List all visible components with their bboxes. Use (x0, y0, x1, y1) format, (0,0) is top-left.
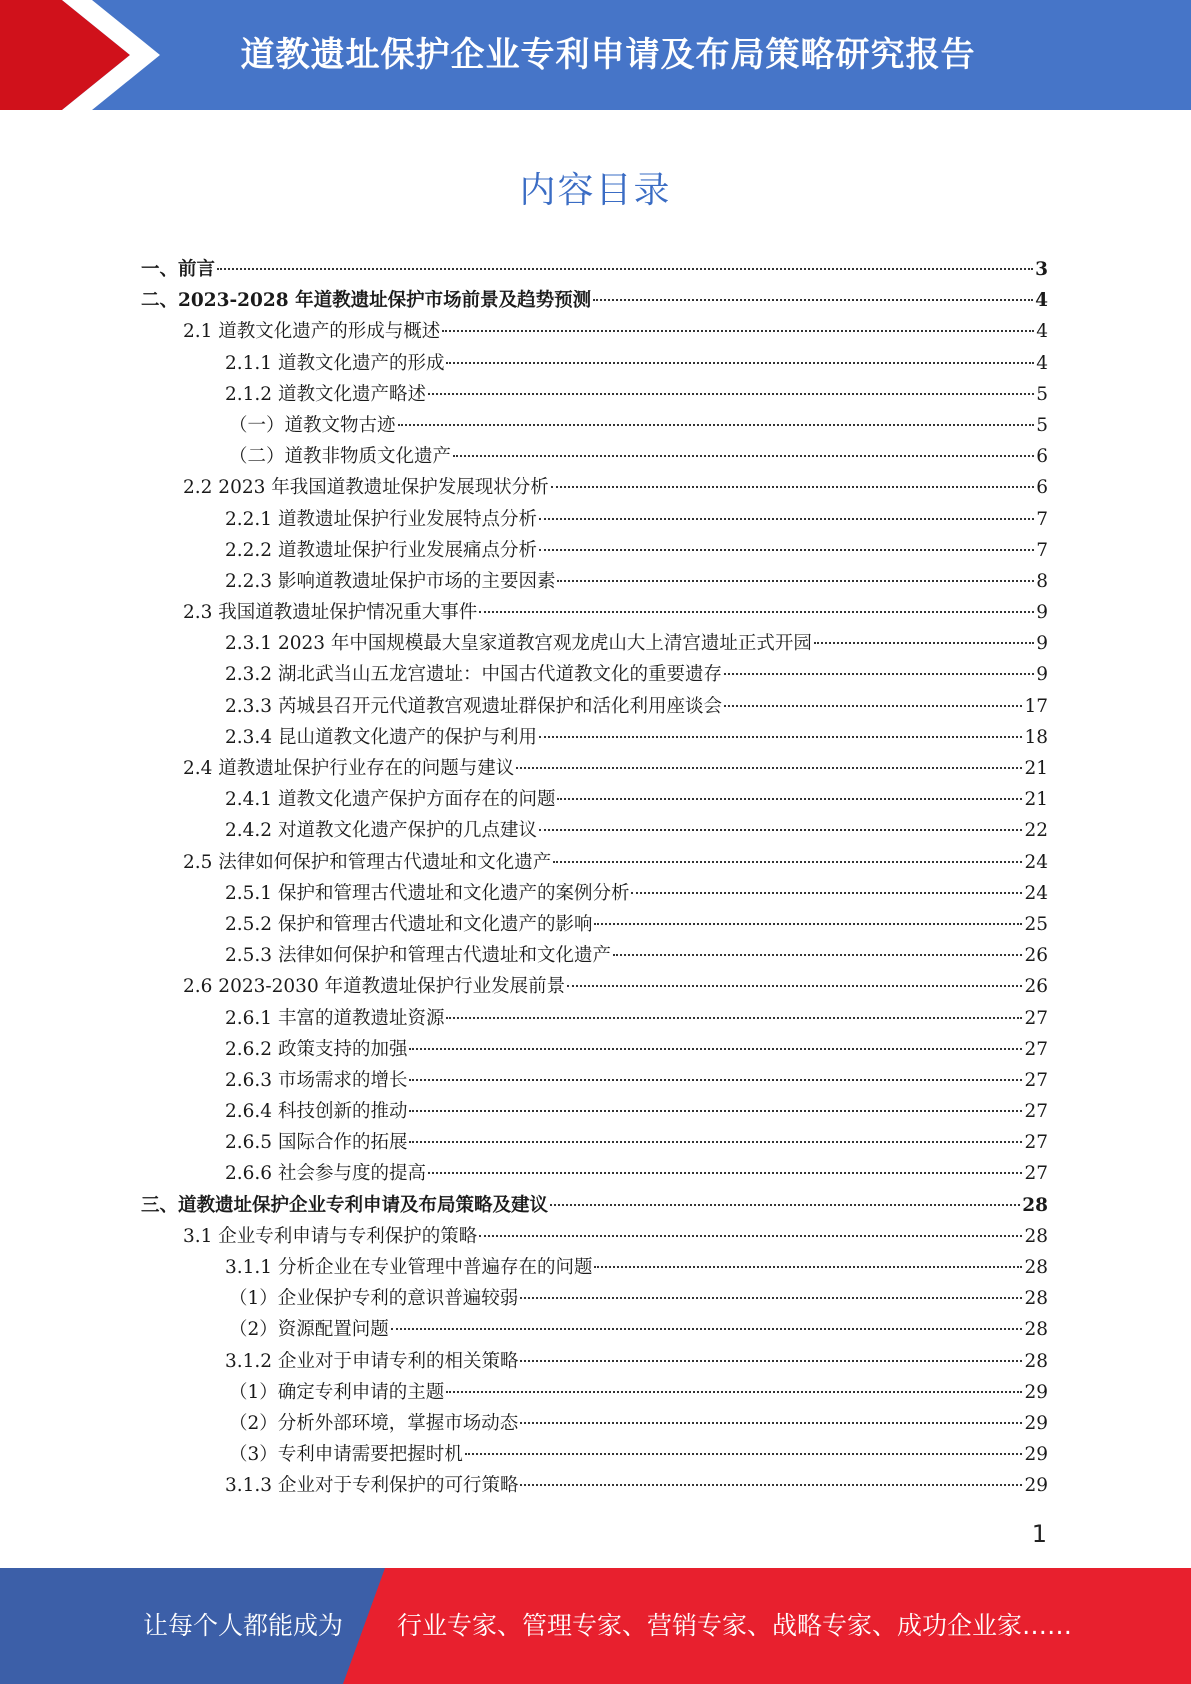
toc-entry-page: 27 (1024, 1007, 1048, 1029)
toc-leader-dots (442, 330, 1034, 332)
toc-entry-page: 28 (1024, 1319, 1048, 1341)
toc-entry-label: 二、2023-2028 年道教遗址保护市场前景及趋势预测 (141, 290, 592, 312)
toc-entry[interactable] (141, 504, 1048, 535)
toc-heading: 内容目录 (519, 170, 672, 211)
toc-leader-dots (539, 829, 1022, 831)
page-number: 1 (1031, 1520, 1047, 1548)
toc-leader-dots (409, 1079, 1022, 1081)
toc-leader-dots (446, 1017, 1022, 1019)
toc-entry[interactable] (141, 1221, 1048, 1252)
toc-leader-dots (428, 393, 1034, 395)
toc-entry-page: 6 (1036, 446, 1048, 468)
toc-entry-label: 3.1.3 企业对于专利保护的可行策略 (225, 1475, 519, 1497)
footer-slogan-right: 行业专家、管理专家、营销专家、战略专家、成功企业家…… (397, 1611, 1073, 1640)
toc-entry-label: 2.5.2 保护和管理古代遗址和文化遗产的影响 (225, 913, 593, 935)
toc-entry-label: 2.6.2 政策支持的加强 (225, 1038, 408, 1060)
toc-entry[interactable] (141, 753, 1048, 784)
toc-entry-label: 2.3.3 芮城县召开元代道教宫观遗址群保护和活化利用座谈会 (225, 695, 722, 717)
toc-leader-dots (553, 861, 1022, 863)
toc-entry-page: 24 (1024, 851, 1048, 873)
toc-entry[interactable] (141, 1034, 1048, 1065)
table-of-contents (141, 254, 1048, 1502)
toc-entry-label: 3.1 企业专利申请与专利保护的策略 (183, 1225, 478, 1247)
toc-entry-label: 2.5.3 法律如何保护和管理古代遗址和文化遗产 (225, 945, 611, 967)
toc-entry-label: 2.3.1 2023 年中国规模最大皇家道教宫观龙虎山大上清宫遗址正式开园 (225, 633, 812, 655)
toc-entry[interactable] (141, 1065, 1048, 1096)
toc-entry-label: 2.3.2 湖北武当山五龙宫遗址：中国古代道教文化的重要遗存 (225, 664, 722, 686)
toc-entry-label: 2.2.2 道教遗址保护行业发展痛点分析 (225, 539, 537, 561)
toc-entry-label: 2.1.2 道教文化遗产略述 (225, 383, 426, 405)
header-banner (0, 0, 1191, 110)
toc-entry-page: 26 (1024, 945, 1048, 967)
toc-entry[interactable] (141, 535, 1048, 566)
toc-leader-dots (465, 1453, 1023, 1455)
toc-entry-page: 6 (1036, 477, 1048, 499)
toc-leader-dots (428, 1172, 1022, 1174)
toc-entry-label: 2.4.2 对道教文化遗产保护的几点建议 (225, 820, 537, 842)
toc-leader-dots (539, 736, 1022, 738)
toc-entry-page: 28 (1024, 1225, 1048, 1247)
toc-entry-label: 2.3 我国道教遗址保护情况重大事件 (183, 602, 478, 624)
toc-entry-page: 27 (1024, 1163, 1048, 1185)
toc-entry-page: 4 (1035, 290, 1048, 312)
toc-entry-label: 2.6.3 市场需求的增长 (225, 1069, 408, 1091)
toc-entry-page: 28 (1022, 1194, 1048, 1216)
toc-leader-dots (631, 892, 1022, 894)
toc-leader-dots (724, 673, 1034, 675)
toc-entry-page: 28 (1024, 1288, 1048, 1310)
toc-leader-dots (409, 1141, 1022, 1143)
toc-leader-dots (594, 923, 1022, 925)
toc-entry-page: 28 (1024, 1350, 1048, 1372)
toc-entry[interactable] (141, 254, 1048, 285)
toc-entry[interactable] (141, 1096, 1048, 1127)
toc-entry-page: 8 (1036, 570, 1048, 592)
toc-leader-dots (594, 1266, 1022, 1268)
toc-leader-dots (409, 1110, 1022, 1112)
toc-entry[interactable] (141, 722, 1048, 753)
toc-leader-dots (557, 798, 1022, 800)
toc-entry-page: 22 (1024, 820, 1048, 842)
toc-entry[interactable] (141, 441, 1048, 472)
toc-entry-page: 7 (1036, 508, 1048, 530)
toc-entry[interactable] (141, 410, 1048, 441)
toc-leader-dots (593, 299, 1033, 301)
toc-entry-page: 26 (1024, 976, 1048, 998)
toc-entry-label: 三、道教遗址保护企业专利申请及布局策略及建议 (141, 1194, 549, 1216)
toc-entry-label: 2.2.3 影响道教遗址保护市场的主要因素 (225, 570, 556, 592)
toc-entry-page: 4 (1036, 352, 1048, 374)
toc-entry[interactable] (141, 379, 1048, 410)
toc-entry[interactable] (141, 847, 1048, 878)
toc-entry-page: 18 (1024, 726, 1048, 748)
toc-leader-dots (217, 268, 1033, 270)
toc-entry[interactable] (141, 285, 1048, 316)
toc-entry-label: （3）专利申请需要把握时机 (229, 1444, 463, 1466)
toc-entry[interactable] (141, 1190, 1048, 1221)
toc-entry-page: 27 (1024, 1132, 1048, 1154)
toc-leader-dots (520, 1297, 1022, 1299)
report-title: 道教遗址保护企业专利申请及布局策略研究报告 (240, 35, 976, 75)
toc-leader-dots (520, 1360, 1022, 1362)
toc-leader-dots (520, 1422, 1022, 1424)
toc-entry-page: 7 (1036, 539, 1048, 561)
toc-entry-page: 27 (1024, 1101, 1048, 1123)
toc-entry-page: 9 (1036, 664, 1048, 686)
toc-leader-dots (539, 518, 1034, 520)
toc-entry-page: 24 (1024, 882, 1048, 904)
toc-leader-dots (557, 580, 1034, 582)
toc-entry-page: 29 (1024, 1412, 1048, 1434)
toc-leader-dots (398, 424, 1035, 426)
toc-entry-page: 9 (1036, 633, 1048, 655)
toc-leader-dots (551, 486, 1034, 488)
toc-leader-dots (446, 362, 1034, 364)
toc-entry[interactable] (141, 815, 1048, 846)
toc-leader-dots (814, 642, 1034, 644)
toc-entry-label: 2.2 2023 年我国道教遗址保护发展现状分析 (183, 477, 549, 499)
toc-entry-page: 21 (1024, 789, 1048, 811)
toc-entry-label: 2.1 道教文化遗产的形成与概述 (183, 321, 441, 343)
toc-entry[interactable] (141, 348, 1048, 379)
toc-entry[interactable] (141, 1408, 1048, 1439)
toc-entry-label: （2）分析外部环境，掌握市场动态 (229, 1412, 519, 1434)
toc-entry-page: 4 (1036, 321, 1048, 343)
toc-entry[interactable] (141, 1470, 1048, 1501)
toc-entry[interactable] (141, 659, 1048, 690)
toc-entry[interactable] (141, 1252, 1048, 1283)
toc-entry-page: 21 (1024, 758, 1048, 779)
footer-banner (0, 1568, 1191, 1684)
toc-entry[interactable] (141, 1003, 1048, 1034)
toc-entry[interactable] (141, 1377, 1048, 1408)
toc-entry[interactable] (141, 628, 1048, 659)
toc-entry[interactable] (141, 1158, 1048, 1189)
toc-entry-label: （1）确定专利申请的主题 (229, 1381, 445, 1403)
toc-entry-label: 2.1.1 道教文化遗产的形成 (225, 352, 445, 374)
toc-entry[interactable] (141, 566, 1048, 597)
toc-leader-dots (479, 611, 1034, 613)
toc-entry-page: 5 (1036, 414, 1048, 436)
toc-entry-label: （2）资源配置问题 (229, 1319, 389, 1341)
toc-entry-label: 2.6.5 国际合作的拓展 (225, 1132, 408, 1154)
toc-entry[interactable] (141, 691, 1048, 722)
toc-leader-dots (613, 954, 1022, 956)
toc-entry[interactable] (141, 1283, 1048, 1314)
toc-entry-page: 5 (1036, 383, 1048, 405)
toc-leader-dots (391, 1328, 1023, 1330)
toc-entry[interactable] (141, 472, 1048, 503)
toc-entry[interactable] (141, 1127, 1048, 1158)
toc-entry-label: 3.1.1 分析企业在专业管理中普遍存在的问题 (225, 1257, 593, 1278)
toc-entry[interactable] (141, 909, 1048, 940)
footer-slogan-left: 让每个人都能成为 (143, 1611, 344, 1640)
toc-entry[interactable] (141, 1314, 1048, 1345)
toc-entry-label: 2.5.1 保护和管理古代遗址和文化遗产的案例分析 (225, 882, 630, 904)
toc-leader-dots (539, 549, 1034, 551)
toc-leader-dots (567, 985, 1022, 987)
toc-entry-page: 29 (1024, 1444, 1048, 1466)
toc-entry-label: 一、前言 (141, 259, 216, 280)
toc-leader-dots (446, 1391, 1022, 1393)
toc-entry[interactable] (141, 316, 1048, 347)
toc-entry-label: 2.6.6 社会参与度的提高 (225, 1163, 426, 1185)
toc-entry[interactable] (141, 1439, 1048, 1470)
toc-entry-page: 28 (1024, 1257, 1048, 1278)
toc-leader-dots (516, 767, 1022, 769)
toc-leader-dots (409, 1048, 1022, 1050)
toc-entry-page: 17 (1024, 695, 1048, 717)
toc-entry-label: 2.6.1 丰富的道教遗址资源 (225, 1007, 445, 1029)
toc-leader-dots (520, 1484, 1022, 1486)
toc-entry-page: 27 (1024, 1038, 1048, 1060)
toc-entry-page: 9 (1036, 602, 1048, 624)
toc-entry-label: 2.6.4 科技创新的推动 (225, 1101, 408, 1123)
toc-entry[interactable] (141, 971, 1048, 1002)
toc-entry-page: 29 (1024, 1475, 1048, 1497)
toc-leader-dots (724, 705, 1022, 707)
toc-entry-label: 2.5 法律如何保护和管理古代遗址和文化遗产 (183, 851, 552, 873)
toc-entry-label: 3.1.2 企业对于申请专利的相关策略 (225, 1350, 519, 1372)
toc-entry-label: （一）道教文物古迹 (229, 414, 396, 436)
toc-entry-label: 2.3.4 昆山道教文化遗产的保护与利用 (225, 726, 537, 748)
toc-entry-label: 2.6 2023-2030 年道教遗址保护行业发展前景 (183, 976, 566, 998)
toc-leader-dots (479, 1235, 1022, 1237)
toc-entry[interactable] (141, 940, 1048, 971)
toc-entry-page: 25 (1024, 913, 1048, 935)
toc-entry-label: （1）企业保护专利的意识普遍较弱 (229, 1288, 519, 1310)
toc-entry-label: 2.4.1 道教文化遗产保护方面存在的问题 (225, 789, 556, 811)
toc-entry-label: 2.4 道教遗址保护行业存在的问题与建议 (183, 758, 515, 779)
toc-entry[interactable] (141, 597, 1048, 628)
toc-entry-page: 3 (1035, 259, 1048, 280)
toc-entry[interactable] (141, 878, 1048, 909)
toc-leader-dots (453, 455, 1034, 457)
toc-entry-label: 2.2.1 道教遗址保护行业发展特点分析 (225, 508, 537, 530)
toc-entry-page: 27 (1024, 1069, 1048, 1091)
toc-leader-dots (550, 1204, 1020, 1206)
toc-entry[interactable] (141, 1346, 1048, 1377)
toc-entry-label: （二）道教非物质文化遗产 (229, 446, 452, 468)
toc-entry-page: 29 (1024, 1381, 1048, 1403)
toc-entry[interactable] (141, 784, 1048, 815)
